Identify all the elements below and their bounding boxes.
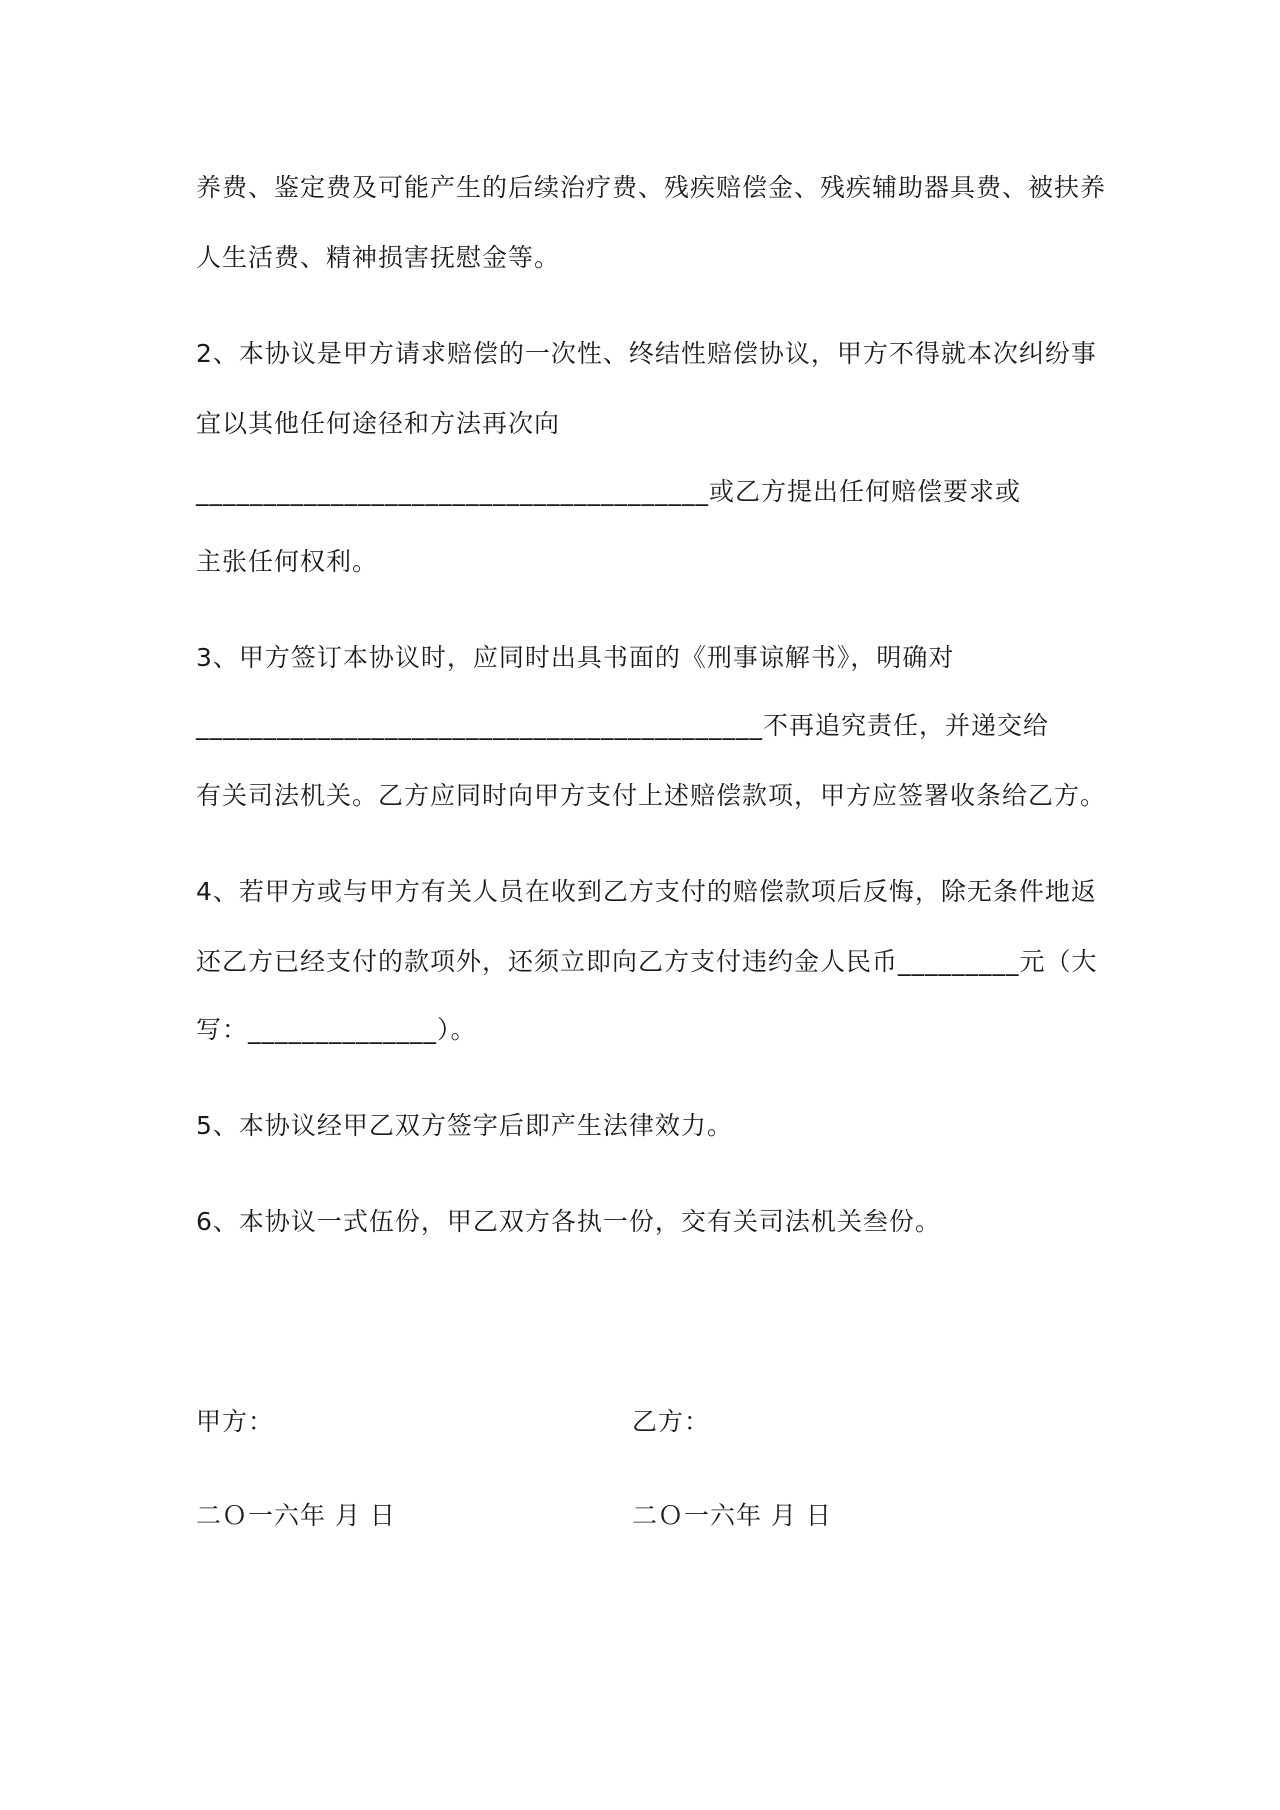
clause-6: 6、本协议一式伍份，甲乙双方各执一份，交有关司法机关叁份。 (196, 1207, 941, 1236)
clause-3-line-2: __________________________________________不再追究责任，并递交给 (196, 711, 1050, 740)
clause-2-line-4: 主张任何权利。 (196, 547, 379, 576)
clause-4-line-1: 4、若甲方或与甲方有关人员在收到乙方支付的赔偿款项后反悔，除无条件地返 (196, 877, 1097, 906)
party-b-label: 乙方： (632, 1407, 711, 1436)
party-b-date: 二Ｏ一六年 月 日 (632, 1501, 832, 1530)
party-a-label: 甲方： (196, 1407, 275, 1436)
clause-4-line-3: 写：______________）。 (196, 1015, 477, 1044)
clause-5: 5、本协议经甲乙双方签字后即产生法律效力。 (196, 1111, 733, 1140)
clause-2-line-2: 宜以其他任何途径和方法再次向 (196, 409, 561, 438)
clause-1-line-1: 养费、鉴定费及可能产生的后续治疗费、残疾赔偿金、残疾辅助器具费、被扶养 (196, 173, 1107, 202)
clause-2-line-1: 2、本协议是甲方请求赔偿的一次性、终结性赔偿协议，甲方不得就本次纠纷事 (196, 339, 1097, 368)
clause-4-line-2: 还乙方已经支付的款项外，还须立即向乙方支付违约金人民币_________元（大 (196, 947, 1098, 976)
clause-3-line-1: 3、甲方签订本协议时，应同时出具书面的《刑事谅解书》，明确对 (196, 643, 955, 672)
party-a-date: 二Ｏ一六年 月 日 (196, 1501, 396, 1530)
clause-3-line-3: 有关司法机关。乙方应同时向甲方支付上述赔偿款项，甲方应签署收条给乙方。 (196, 781, 1107, 810)
clause-1-line-2: 人生活费、精神损害抚慰金等。 (196, 243, 561, 272)
clause-2-line-3: ______________________________________或乙方提出任何赔偿要求或 (196, 477, 1022, 506)
